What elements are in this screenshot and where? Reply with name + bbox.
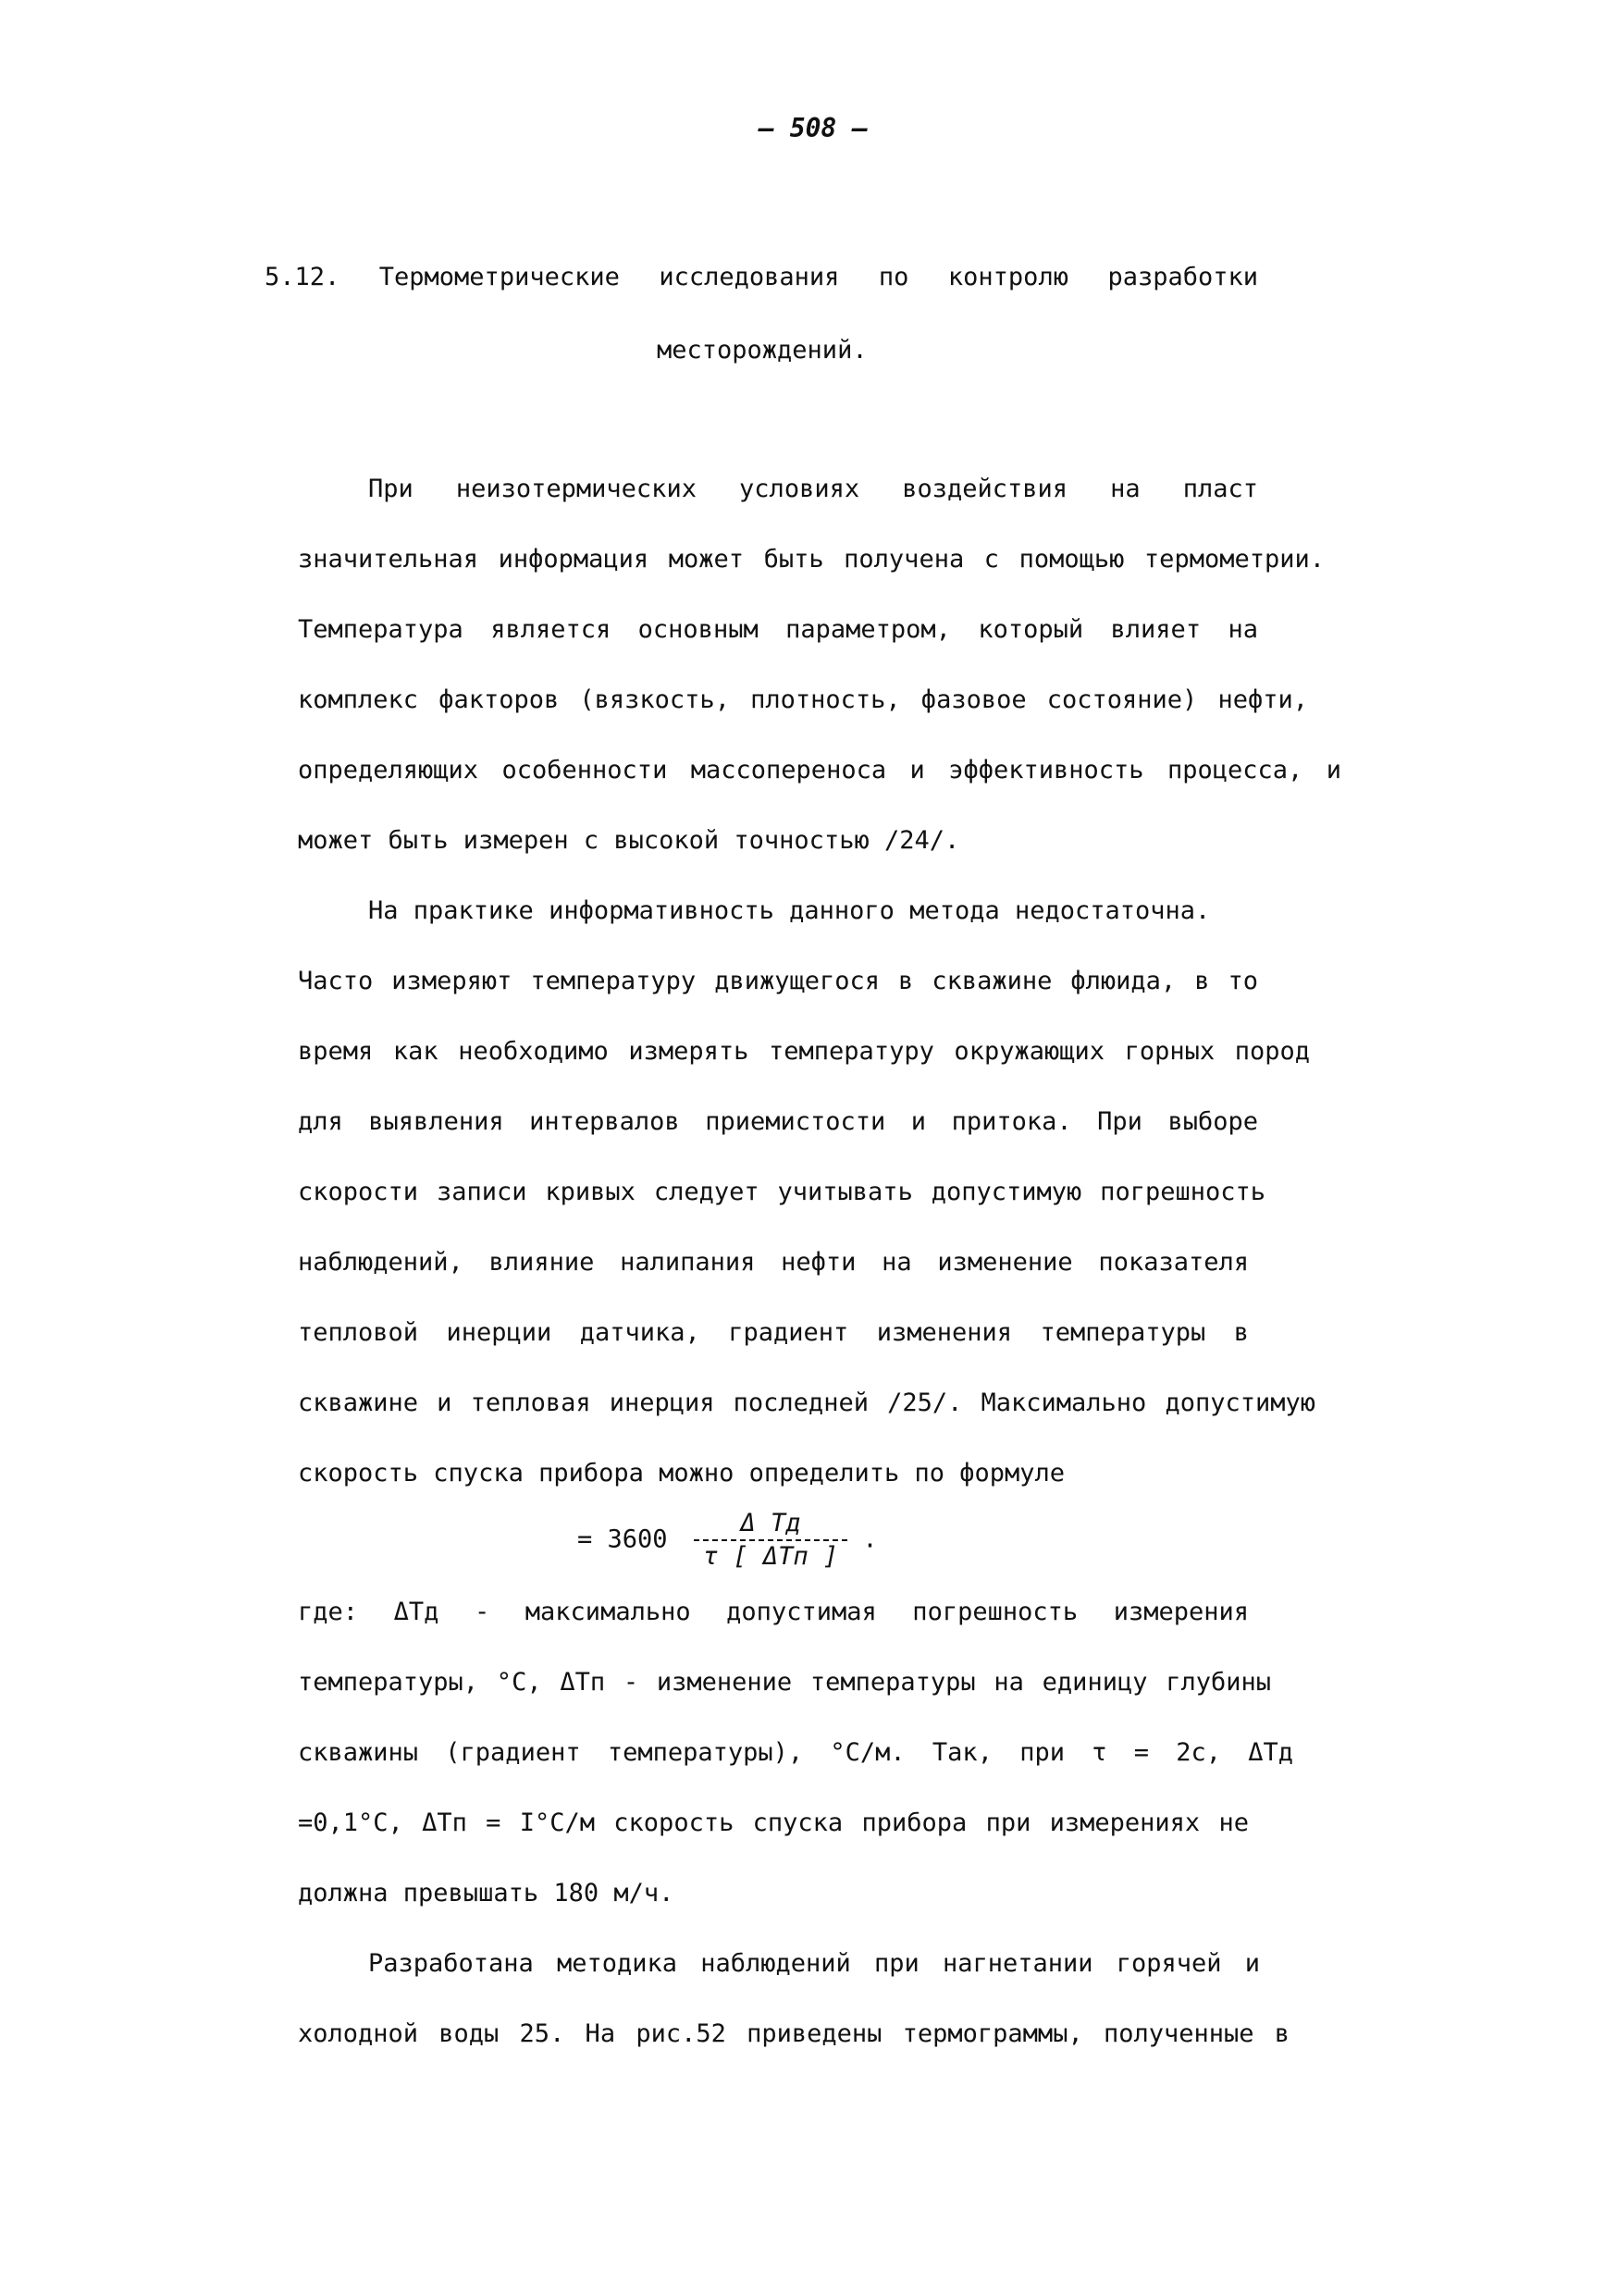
page-number: — 508 —: [759, 113, 869, 143]
formula-tail: .: [862, 1524, 878, 1554]
p4-line-2: холодной воды 25. На рис.52 приведены термограммы, полученные в: [298, 2019, 1290, 2048]
formula-fraction: [694, 1508, 847, 1573]
p2-line-1: На практике информативность данного метода недостаточна.: [368, 896, 1211, 925]
formula-lhs: = 3600: [577, 1524, 668, 1554]
p2-line-7: тепловой инерции датчика, градиент изменения температуры в: [298, 1318, 1249, 1347]
p2-line-8: скважине и тепловая инерция последней /25/. Максимально допустимую: [298, 1389, 1315, 1417]
p3-line-4: =0,1°С, ΔTп = I°С/м скорость спуска прибора при измерениях не: [298, 1808, 1249, 1837]
speed-formula: [577, 1508, 878, 1573]
p3-line-2: температуры, °С, ΔTп - изменение температуры на единицу глубины: [298, 1668, 1271, 1697]
p2-line-9: скорость спуска прибора можно определить по формуле: [298, 1459, 1066, 1487]
p1-line-4: комплекс факторов (вязкость, плотность, фазовое состояние) нефти,: [298, 685, 1308, 714]
p3-line-1: где: ΔTд - максимально допустимая погрешность измерения: [298, 1598, 1249, 1626]
p2-line-3: время как необходимо измерять температуру окружающих горных пород: [298, 1037, 1310, 1066]
p3-line-5: должна превышать 180 м/ч.: [298, 1879, 674, 1907]
p2-line-5: скорости записи кривых следует учитывать допустимую погрешность: [298, 1178, 1265, 1206]
section-heading-line-1: 5.12. Термометрические исследования по контролю разработки: [265, 263, 1258, 291]
p1-line-2: значительная информация может быть получена с помощью термометрии.: [298, 545, 1325, 574]
p2-line-2: Часто измеряют температуру движущегося в скважине флюида, в то: [298, 967, 1258, 995]
p1-line-1: При неизотермических условиях воздействия на пласт: [368, 475, 1258, 503]
formula-denominator: τ [ ΔTп ]: [702, 1542, 839, 1571]
p3-line-3: скважины (градиент температуры), °С/м. Так, при τ = 2с, ΔTд: [298, 1738, 1293, 1767]
p1-line-5: определяющих особенности массопереноса и эффективность процесса, и: [298, 756, 1341, 784]
p1-line-6: может быть измерен с высокой точностью /24/.: [298, 826, 960, 855]
section-heading-line-2: месторождений.: [657, 336, 868, 364]
formula-numerator: Δ Tд: [694, 1508, 847, 1541]
p2-line-4: для выявления интервалов приемистости и притока. При выборе: [298, 1107, 1258, 1136]
p2-line-6: наблюдений, влияние налипания нефти на изменение показателя: [298, 1248, 1249, 1277]
p4-line-1: Разработана методика наблюдений при нагнетании горячей и: [368, 1949, 1260, 1978]
p1-line-3: Температура является основным параметром, который влияет на: [298, 615, 1258, 644]
